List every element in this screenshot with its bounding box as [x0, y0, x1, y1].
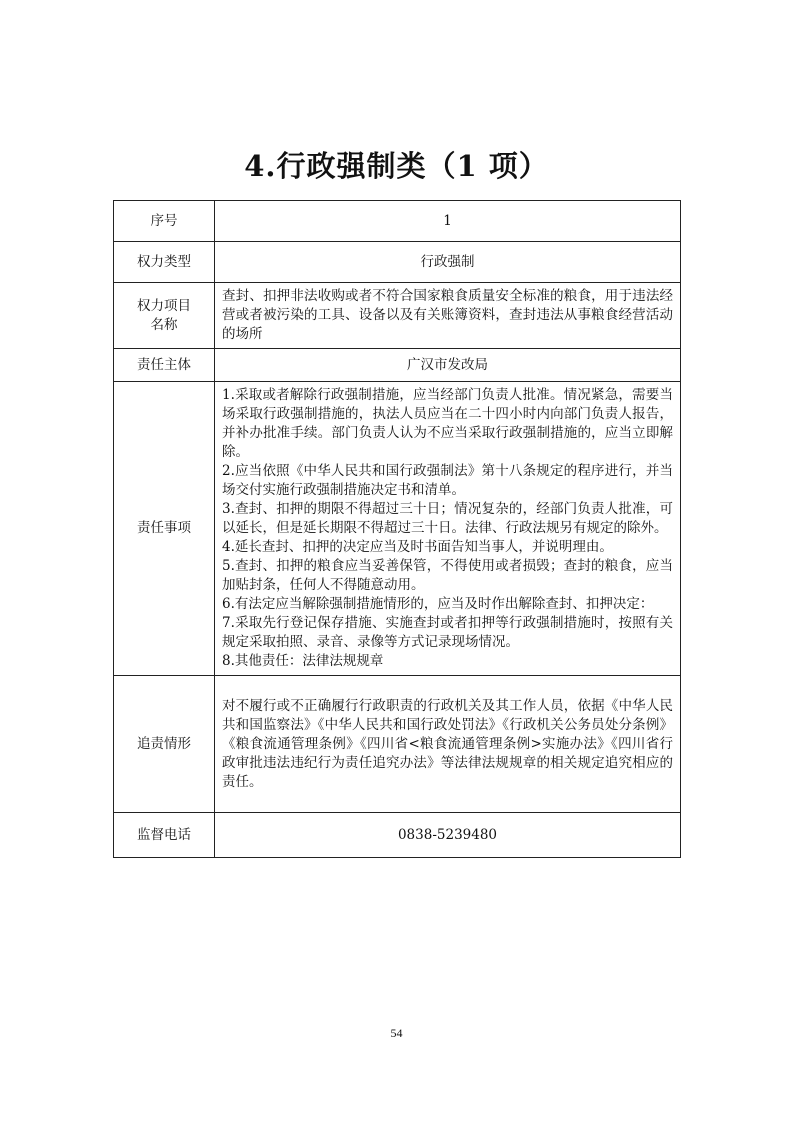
responsibilities-label: 责任事项: [114, 382, 215, 676]
accountability-label: 追责情形: [114, 676, 215, 813]
responsible-entity-label: 责任主体: [114, 349, 215, 382]
page-title: 4.行政强制类（1 项）: [244, 149, 549, 183]
table-row-serial: [114, 201, 681, 242]
power-list-table: [113, 200, 681, 858]
hotline-label: 监督电话: [114, 813, 215, 858]
responsibility-item: 6.有法定应当解除强制措施情形的，应当及时作出解除查封、扣押决定：: [222, 596, 654, 612]
responsibility-item: 7.采取先行登记保存措施、实施查封或者扣押等行政强制措施时，按照有关规定采取拍照、录音、录像等方式记录现场情况。: [222, 615, 673, 650]
responsible-entity-value: 广汉市发改局: [215, 349, 681, 382]
power-name-label-line1: 权力项目: [137, 297, 191, 314]
responsibility-item: 8.其他责任：法律法规规章: [222, 653, 384, 669]
responsibility-item: 5.查封、扣押的粮食应当妥善保管，不得使用或者损毁；查封的粮食，应当加贴封条，任何人不得随意动用。: [222, 558, 673, 593]
table-row-power-type: [114, 242, 681, 283]
power-name-label: [114, 283, 215, 349]
power-type-value: 行政强制: [215, 242, 681, 283]
table-row-hotline: [114, 813, 681, 858]
hotline-value: 0838-5239480: [215, 813, 681, 858]
power-name-label-line2: 名称: [150, 316, 178, 333]
accountability-value: 对不履行或不正确履行行政职责的行政机关及其工作人员，依据《中华人民共和国监察法》《中华人民共和国行政处罚法》《行政机关公务员处分条例》《粮食流通管理条例》《四川省<粮食流通管理条例>实施办法》《四川省行政审批违法违纪行为责任追究办法》等法律法规规章的相关规定追究相应的责任。: [215, 676, 681, 813]
page-number: 54: [390, 1026, 403, 1040]
serial-label: 序号: [114, 201, 215, 242]
responsibility-item: 4.延长查封、扣押的决定应当及时书面告知当事人，并说明理由。: [222, 539, 613, 555]
power-type-label: 权力类型: [114, 242, 215, 283]
responsibility-item: 2.应当依照《中华人民共和国行政强制法》第十八条规定的程序进行，并当场交付实施行政强制措施决定书和清单。: [222, 463, 673, 498]
responsibility-item: 1.采取或者解除行政强制措施，应当经部门负责人批准。情况紧急，需要当场采取行政强制措施的，执法人员应当在二十四小时内向部门负责人报告，并补办批准手续。部门负责人认为不应当采取行政强制措施的，应当立即解除。: [222, 387, 673, 460]
table-row-responsible-entity: [114, 349, 681, 382]
table-row-accountability: [114, 676, 681, 813]
serial-value: 1: [215, 201, 681, 242]
table-row-power-name: [114, 283, 681, 349]
power-name-value: 查封、扣押非法收购或者不符合国家粮食质量安全标准的粮食，用于违法经营或者被污染的工具、设备以及有关账簿资料，查封违法从事粮食经营活动的场所: [215, 283, 681, 349]
table-row-responsibilities: [114, 382, 681, 676]
responsibilities-list: [215, 382, 681, 676]
responsibility-item: 3.查封、扣押的期限不得超过三十日；情况复杂的，经部门负责人批准，可以延长，但是延长期限不得超过三十日。法律、行政法规另有规定的除外。: [222, 501, 673, 536]
